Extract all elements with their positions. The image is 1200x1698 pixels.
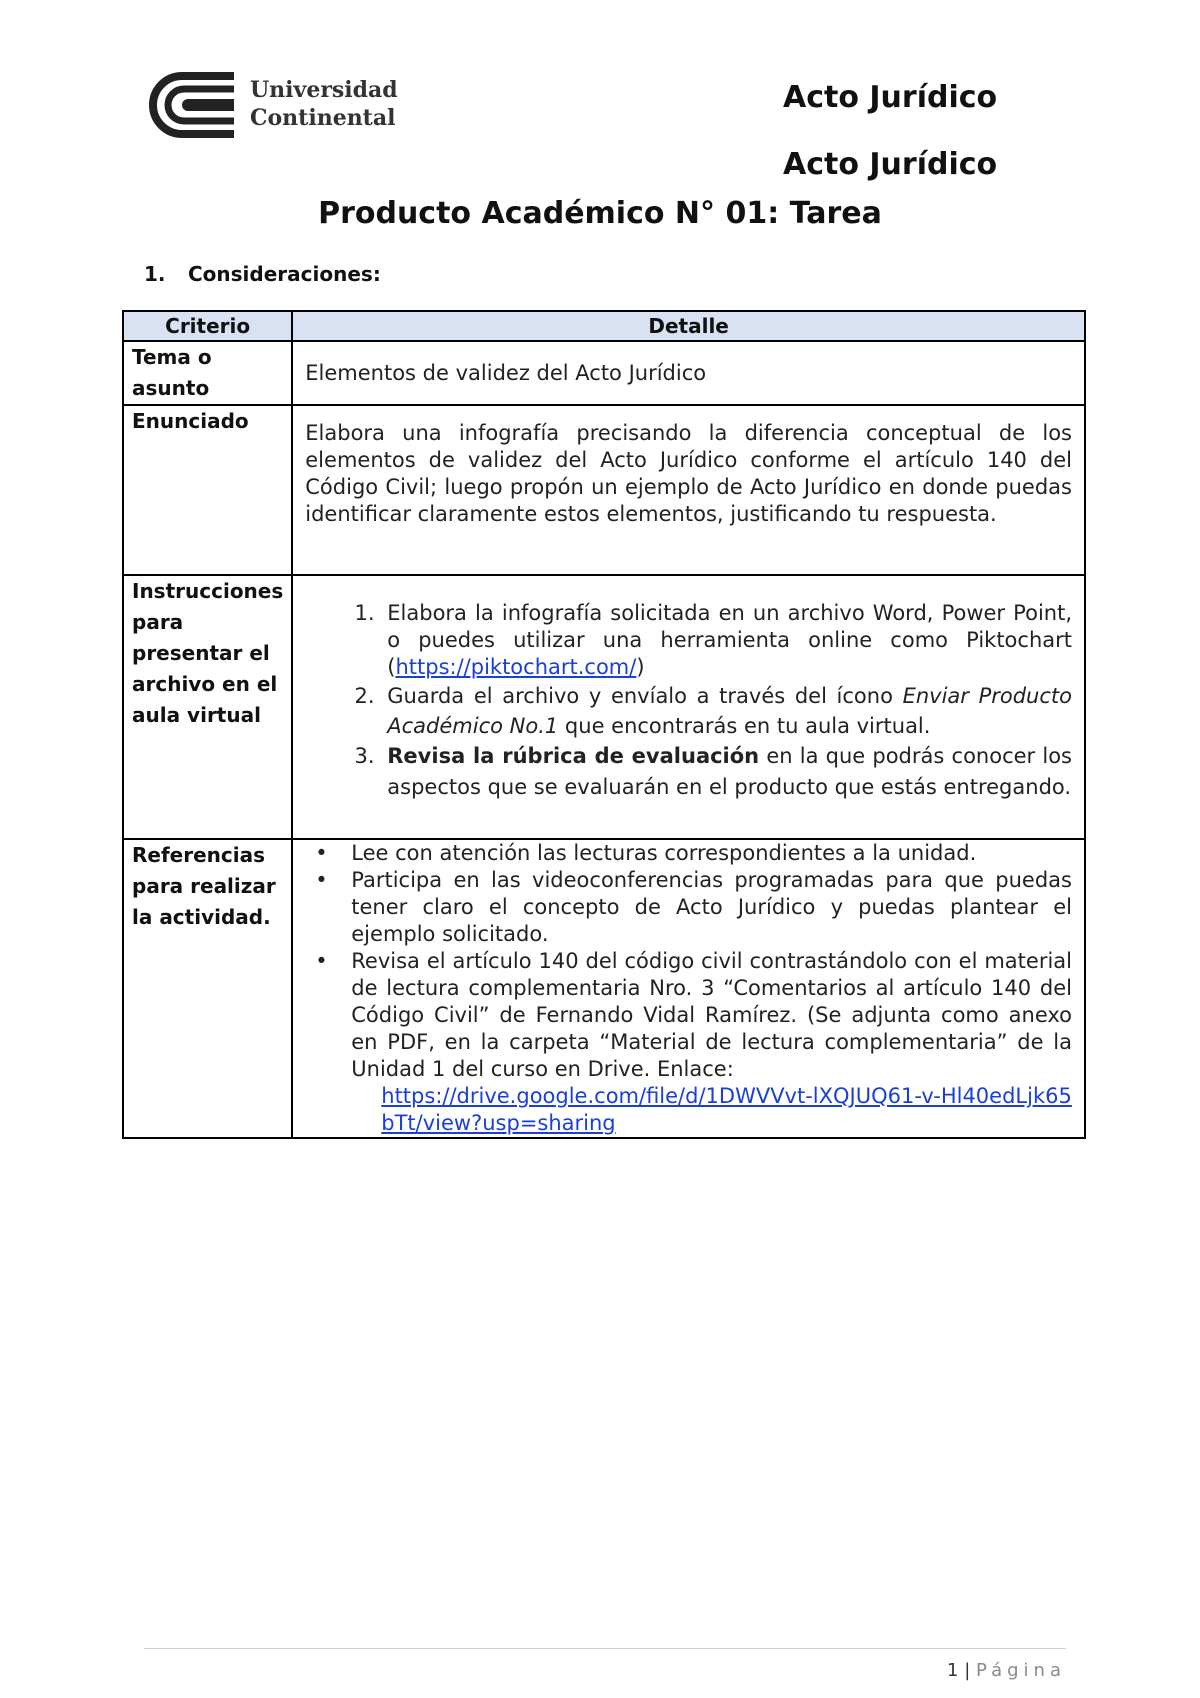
reference-1: Lee con atención las lecturas correspondientes a la unidad.: [351, 841, 977, 865]
instructions-list: [305, 600, 1072, 803]
list-item: [315, 948, 1072, 1137]
piktochart-link[interactable]: https://piktochart.com/: [395, 655, 637, 679]
references-list: [307, 840, 1072, 1137]
criterio-tema: Tema o asunto: [123, 341, 292, 405]
instruction-2-italic: Enviar Producto Académico No.1: [387, 684, 1072, 738]
instruction-1-text: Elabora la infografía solicitada en un archivo Word, Power Point, o puedes utilizar una herramienta online como Piktochart (: [387, 601, 1072, 679]
page-number: 1: [947, 1660, 959, 1681]
logo-text: [250, 76, 398, 132]
document-title: Producto Académico N° 01: Tarea: [318, 196, 882, 231]
instruction-3-bold: Revisa la rúbrica de evaluación: [387, 744, 760, 768]
logo-line-2: Continental: [250, 105, 396, 131]
header-course-title: Acto Jurídico: [783, 80, 998, 115]
detalle-referencias: [292, 839, 1085, 1138]
list-item: [381, 681, 1072, 741]
list-item: [315, 840, 1072, 867]
criteria-table: [122, 310, 1086, 1139]
detalle-tema: Elementos de validez del Acto Jurídico: [292, 341, 1085, 405]
table-row: [123, 405, 1085, 575]
page-footer: [947, 1660, 1066, 1681]
detalle-instrucciones: [292, 575, 1085, 839]
section-heading: [144, 262, 381, 286]
instruction-3-post: en la que podrás conocer los aspectos que se evaluarán en el producto que estás entregando.: [387, 744, 1072, 799]
reference-3: Revisa el artículo 140 del código civil contrastándolo con el material de lectura complementaria Nro. 3 “Comentarios al artículo 140 del Código Civil” de Fernando Vidal Ramírez. (Se adjunta como anexo en PDF, en la carpeta “Material de lectura complementaria” de la Unidad 1 del curso en Drive. Enlace:: [351, 949, 1072, 1081]
instruction-1-close: ): [636, 655, 645, 679]
criterio-enunciado: Enunciado: [123, 405, 292, 575]
reference-2: Participa en las videoconferencias programadas para que puedas tener claro el concepto de Acto Jurídico y puedas plantear el ejemplo solicitado.: [351, 868, 1072, 946]
bullet-icon: •: [315, 841, 328, 865]
bullet-icon: •: [315, 868, 328, 892]
page-word: Página: [976, 1660, 1066, 1681]
header-detalle: Detalle: [292, 311, 1085, 341]
instruction-2-pre: Guarda el archivo y envíalo a través del ícono: [387, 684, 903, 708]
table-row: [123, 341, 1085, 405]
bullet-icon: •: [315, 949, 328, 973]
table-row: [123, 839, 1085, 1138]
footer-divider: [144, 1648, 1066, 1649]
footer-separator: |: [964, 1660, 971, 1681]
table-row: [123, 575, 1085, 839]
section-number: 1.: [144, 262, 166, 286]
drive-link-wrapper: [351, 1083, 1072, 1137]
drive-link[interactable]: https://drive.google.com/file/d/1DWVVvt-lXQJUQ61-v-Hl40edLjk65bTt/view?usp=sharing: [381, 1084, 1072, 1135]
detalle-enunciado: Elabora una infografía precisando la diferencia conceptual de los elementos de validez del Acto Jurídico conforme el artículo 140 del Código Civil; luego propón un ejemplo de Acto Jurídico en donde puedas identificar claramente estos elementos, justificando tu respuesta.: [292, 405, 1085, 575]
list-item: [381, 600, 1072, 681]
list-item: [381, 741, 1072, 803]
section-label: Consideraciones:: [188, 262, 381, 286]
header-course-title-repeat: Acto Jurídico: [783, 147, 998, 182]
header-criterio: Criterio: [123, 311, 292, 341]
list-item: [315, 867, 1072, 948]
table-header-row: [123, 311, 1085, 341]
instruction-2-post: que encontrarás en tu aula virtual.: [558, 714, 931, 738]
logo-line-1: Universidad: [250, 77, 398, 103]
criterio-referencias: Referencias para realizar la actividad.: [123, 839, 292, 1138]
criterio-instrucciones: Instrucciones para presentar el archivo en el aula virtual: [123, 575, 292, 839]
